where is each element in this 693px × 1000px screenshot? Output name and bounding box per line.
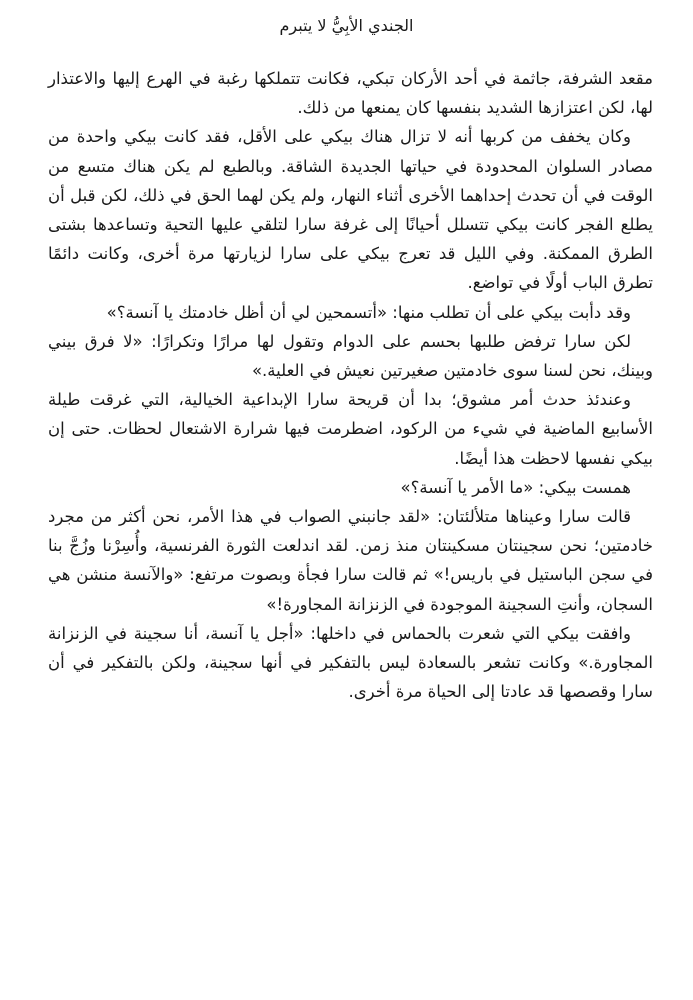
paragraph: لكن سارا ترفض طلبها بحسم على الدوام وتقول لها مرارًا وتكرارًا: «لا فرق بيني وبينك، نحن لسنا سوى خادمتين صغيرتين نعيش في العلية.» (48, 331, 653, 381)
paragraph: مقعد الشرفة، جاثمة في أحد الأركان تبكي، فكانت تتملكها رغبة في الهرع إليها والاعتذار لها، لكن اعتزازها الشديد بنفسها كان يمنعها من ذلك. (48, 69, 653, 118)
paragraph: وقد دأبت بيكي على أن تطلب منها: «أتسمحين لي أن أظل خادمتك يا آنسة؟» (106, 302, 631, 322)
body-text (48, 64, 653, 706)
paragraph: قالت سارا وعيناها متلألئتان: «لقد جانبني الصواب في هذا الأمر، نحن أكثر من مجرد خادمتين؛ نحن سجينتان مسكينتان منذ زمن. لقد اندلعت الثورة الفرنسية، وأُسِرْنا وزُجَّ بنا في سجن الباستيل في باريس!» ثم قالت سارا فجأة وبصوت مرتفع: «والآنسة منشن هي السجان، وأنتِ السجينة الموجودة في الزنزانة المجاورة!» (48, 507, 653, 614)
running-header: الجندي الأبِيُّ لا يتبرم (279, 16, 414, 35)
paragraph: وكان يخفف من كربها أنه لا تزال هناك بيكي على الأقل، فقد كانت بيكي واحدة من مصادر السلوان المحدودة في حياتها الجديدة الشاقة. وبالطبع لم يكن هناك متسع من الوقت في أن تحدث إحداهما الأخرى أثناء النهار، ولم يكن لهما الحق في ذلك، لكن قبل أن يطلع الفجر كانت بيكي تتسلل أحيانًا إلى غرفة سارا لتلقي عليها التحية وتساعدها بشتى الطرق الممكنة. وفي الليل قد تعرج بيكي على سارا لزيارتها مرة أخرى، وكانت دائمًا تطرق الباب أولًا في تواضع. (48, 127, 653, 293)
paragraph: وافقت بيكي التي شعرت بالحماس في داخلها: «أجل يا آنسة، أنا سجينة في الزنزانة المجاورة.» وكانت تشعر بالسعادة ليس بالتفكير في أنها سجينة، ولكن بالتفكير في أن سارا وقصصها قد عادتا إلى الحياة مرة أخرى. (48, 623, 653, 702)
paragraph: همست بيكي: «ما الأمر يا آنسة؟» (400, 477, 631, 497)
paragraph: وعندئذ حدث أمر مشوق؛ بدا أن قريحة سارا الإبداعية الخيالية، التي غرقت طيلة الأسابيع الماضية في شيء من الركود، اضطرمت فيها شرارة الاشتعال لحظات. حتى إن بيكي نفسها لاحظت هذا أيضًا. (48, 390, 653, 468)
